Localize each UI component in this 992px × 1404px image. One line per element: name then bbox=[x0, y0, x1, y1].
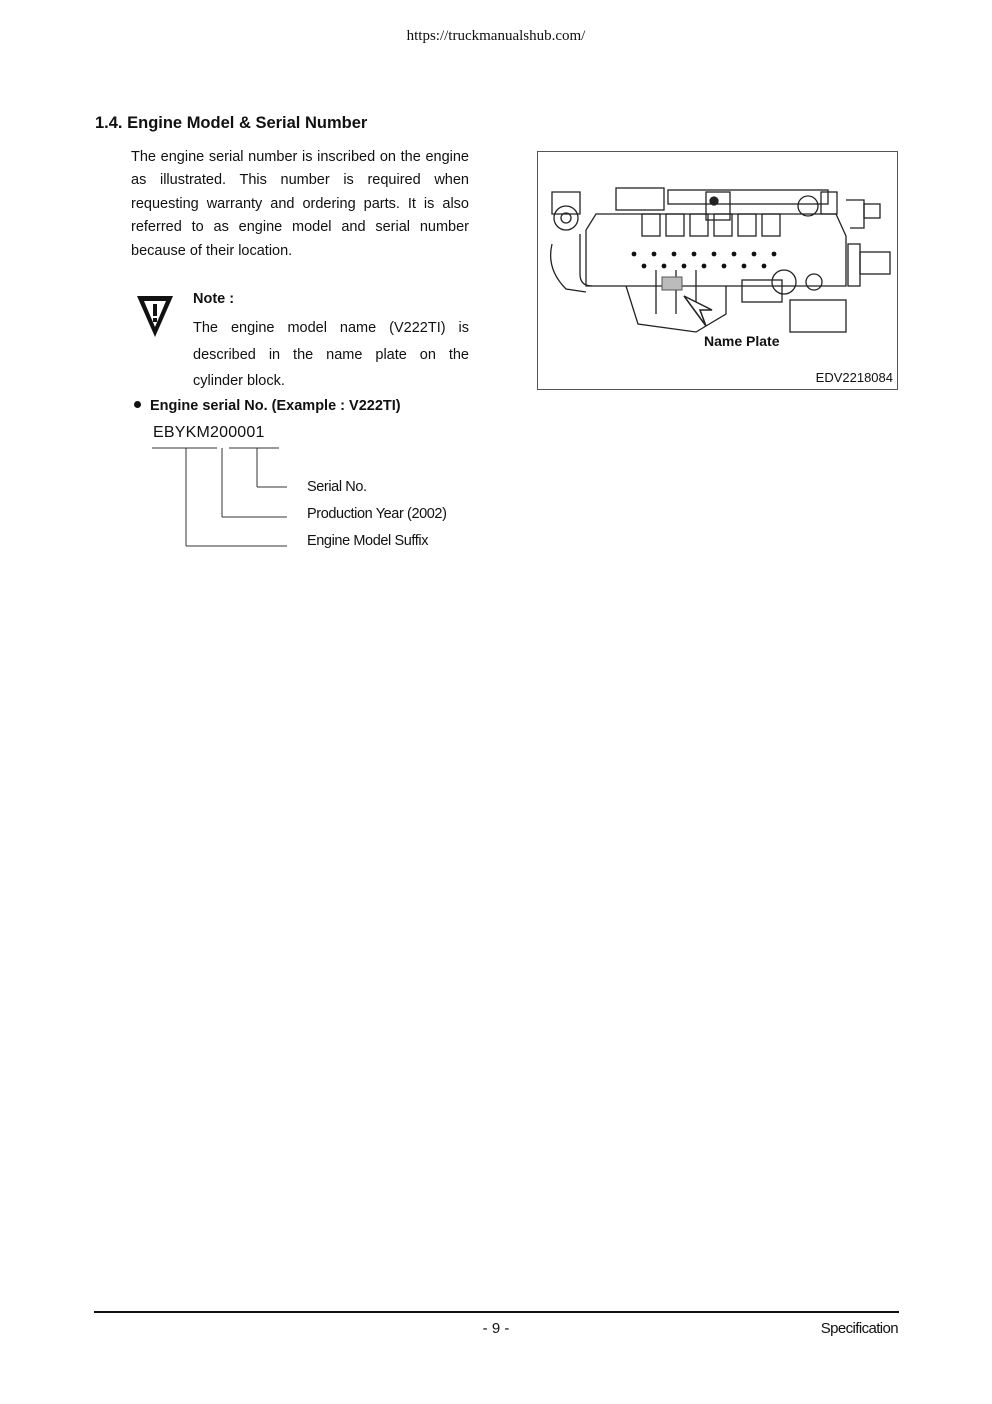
page-number: - 9 - bbox=[482, 1320, 510, 1337]
intro-paragraph: The engine serial number is inscribed on the engine as illustrated. This number is required when requesting warranty and ordering parts. It is also referred to as engine model and serial number because of their location. bbox=[131, 149, 469, 259]
serial-code: EBYKM200001 bbox=[153, 424, 265, 441]
serial-number-label: Serial No. bbox=[307, 479, 367, 495]
pointer-arrow-icon bbox=[684, 296, 712, 326]
footer-section-name: Specification bbox=[820, 1320, 898, 1337]
serial-example-heading-text: Engine serial No. (Example : V222TI) bbox=[150, 398, 401, 414]
header-url: https://truckmanualshub.com/ bbox=[406, 28, 586, 44]
name-plate-marker bbox=[662, 277, 682, 290]
serial-breakdown-lines bbox=[140, 440, 310, 560]
bullet-icon bbox=[134, 401, 141, 408]
engine-illustration-figure bbox=[537, 151, 898, 390]
section-title: 1.4. Engine Model & Serial Number bbox=[95, 114, 368, 132]
engine-model-suffix-label: Engine Model Suffix bbox=[307, 533, 429, 549]
figure-code: EDV2218084 bbox=[815, 370, 893, 385]
production-year-label: Production Year (2002) bbox=[307, 506, 447, 522]
note-title: Note : bbox=[193, 291, 235, 307]
footer-rule bbox=[94, 1311, 899, 1313]
note-text: The engine model name (V222TI) is described in the name plate on the cylinder block. bbox=[193, 320, 469, 390]
warning-triangle-icon bbox=[136, 293, 174, 339]
engine-drawing bbox=[546, 174, 891, 334]
serial-example-heading bbox=[134, 398, 401, 414]
name-plate-label: Name Plate bbox=[704, 333, 780, 349]
